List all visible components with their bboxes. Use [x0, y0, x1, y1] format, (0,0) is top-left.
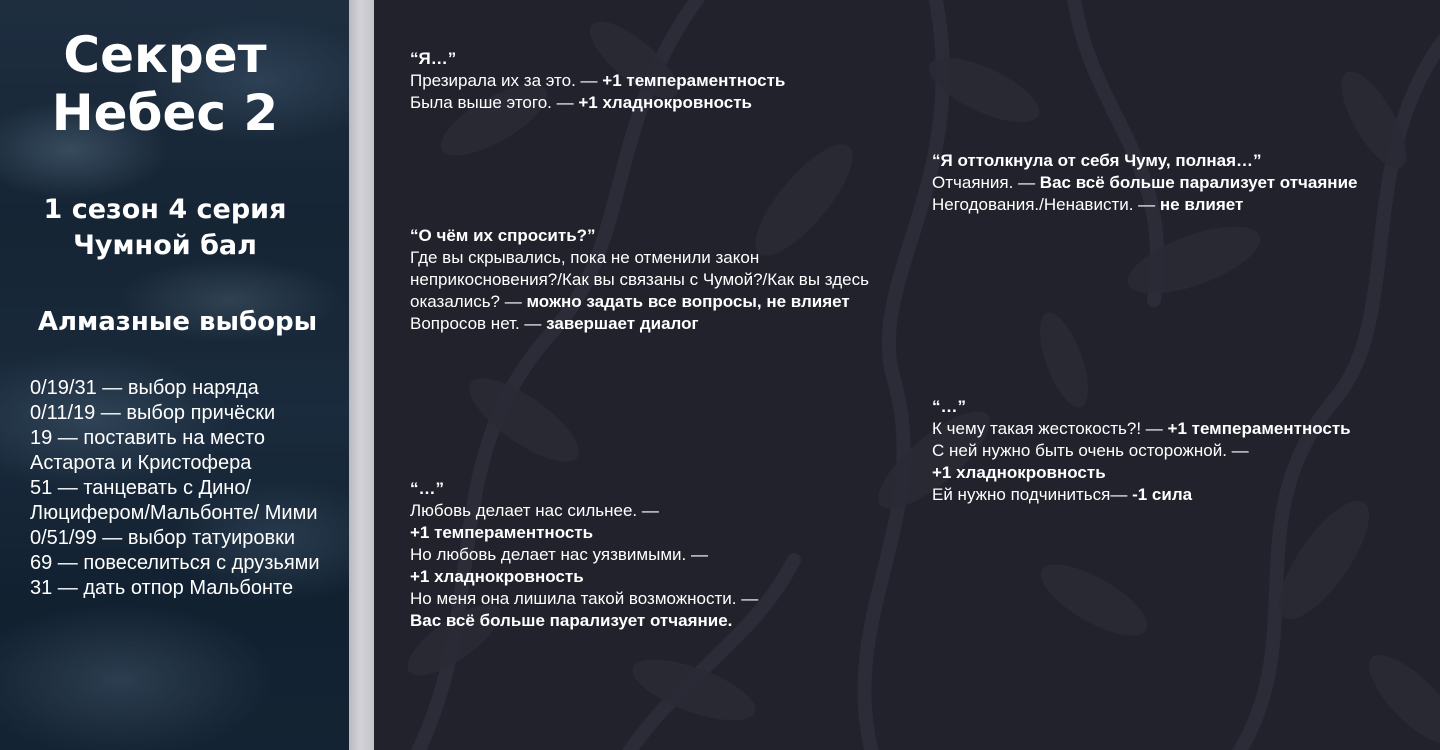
- choice-effect: -1 сила: [1132, 485, 1193, 504]
- choice-quote: “О чём их спросить?”: [410, 226, 596, 245]
- choice-quote: “Я…”: [410, 49, 457, 68]
- title-line-1: Секрет: [63, 26, 267, 84]
- choice-effect: +1 темпераментность: [410, 523, 594, 542]
- choice-block-2: [410, 225, 880, 335]
- choice-option: Но меня она лишила такой возможности. —: [410, 589, 759, 608]
- choice-effect: +1 хладнокровность: [932, 463, 1106, 482]
- choice-option: Была выше этого. — +1 хладнокровность: [410, 93, 752, 112]
- list-item: 0/51/99 — выбор татуировки: [30, 527, 296, 549]
- choice-block-3: [410, 478, 830, 632]
- choice-effect: можно задать все вопросы, не влияет: [526, 292, 850, 311]
- choice-option: Отчаяния. — Вас всё больше парализует отчаяние: [932, 173, 1358, 192]
- list-item: 69 — повеселиться с друзьями: [30, 552, 320, 574]
- choice-quote: “Я оттолкнула от себя Чуму, полная…”: [932, 151, 1262, 170]
- episode-number: 1 сезон 4 серия: [43, 194, 287, 225]
- choice-option: Любовь делает нас сильнее. —: [410, 501, 659, 520]
- choice-option: Негодования./Ненависти. — не влияет: [932, 195, 1244, 214]
- choice-option: С ней нужно быть очень осторожной. —: [932, 441, 1249, 460]
- choice-effect: +1 темпераментность: [602, 71, 786, 90]
- episode-heading: [0, 192, 330, 264]
- choice-option: Презирала их за это. — +1 темпераментность: [410, 71, 786, 90]
- list-item: 19 — поставить на место Астарота и Кристофера: [30, 427, 265, 474]
- main-content: [374, 0, 1440, 750]
- choice-option: Вопросов нет. — завершает диалог: [410, 314, 699, 333]
- list-item: 51 — танцевать с Дино/ Люцифером/Мальбонте/ Мими: [30, 477, 318, 524]
- choice-effect: +1 хладнокровность: [578, 93, 752, 112]
- choice-option: Ей нужно подчиниться— -1 сила: [932, 485, 1193, 504]
- choice-effect: Вас всё больше парализует отчаяние.: [410, 611, 733, 630]
- page-title: [0, 26, 330, 142]
- choice-option: Но любовь делает нас уязвимыми. —: [410, 545, 708, 564]
- diamond-choices-list: [30, 376, 340, 601]
- sidebar-panel: [0, 0, 349, 750]
- choice-block-1: [410, 48, 890, 114]
- choice-effect: не влияет: [1159, 195, 1244, 214]
- title-line-2: Небес 2: [51, 84, 279, 142]
- choice-effect: Вас всё больше парализует отчаяние: [1039, 173, 1358, 192]
- choice-block-5: [932, 396, 1432, 506]
- choice-effect: +1 хладнокровность: [410, 567, 584, 586]
- choice-block-4: [932, 150, 1432, 216]
- choice-effect: завершает диалог: [546, 314, 699, 333]
- choice-option: К чему такая жестокость?! — +1 темпераментность: [932, 419, 1351, 438]
- diamond-choices-heading: Алмазные выборы: [37, 307, 318, 337]
- choice-option: Где вы скрывались, пока не отменили закон неприкосновения?/Как вы связаны с Чумой?/Как вы здесь оказались? — можно задать все вопросы, не влияет: [410, 248, 869, 311]
- choice-quote: “…”: [410, 479, 444, 498]
- episode-name: Чумной бал: [73, 230, 257, 261]
- choice-effect: +1 темпераментность: [1167, 419, 1351, 438]
- list-item: 31 — дать отпор Мальбонте: [30, 577, 294, 599]
- list-item: 0/11/19 — выбор причёски: [30, 402, 276, 424]
- vertical-divider: [349, 0, 374, 750]
- list-item: 0/19/31 — выбор наряда: [30, 377, 259, 399]
- choice-quote: “…”: [932, 397, 966, 416]
